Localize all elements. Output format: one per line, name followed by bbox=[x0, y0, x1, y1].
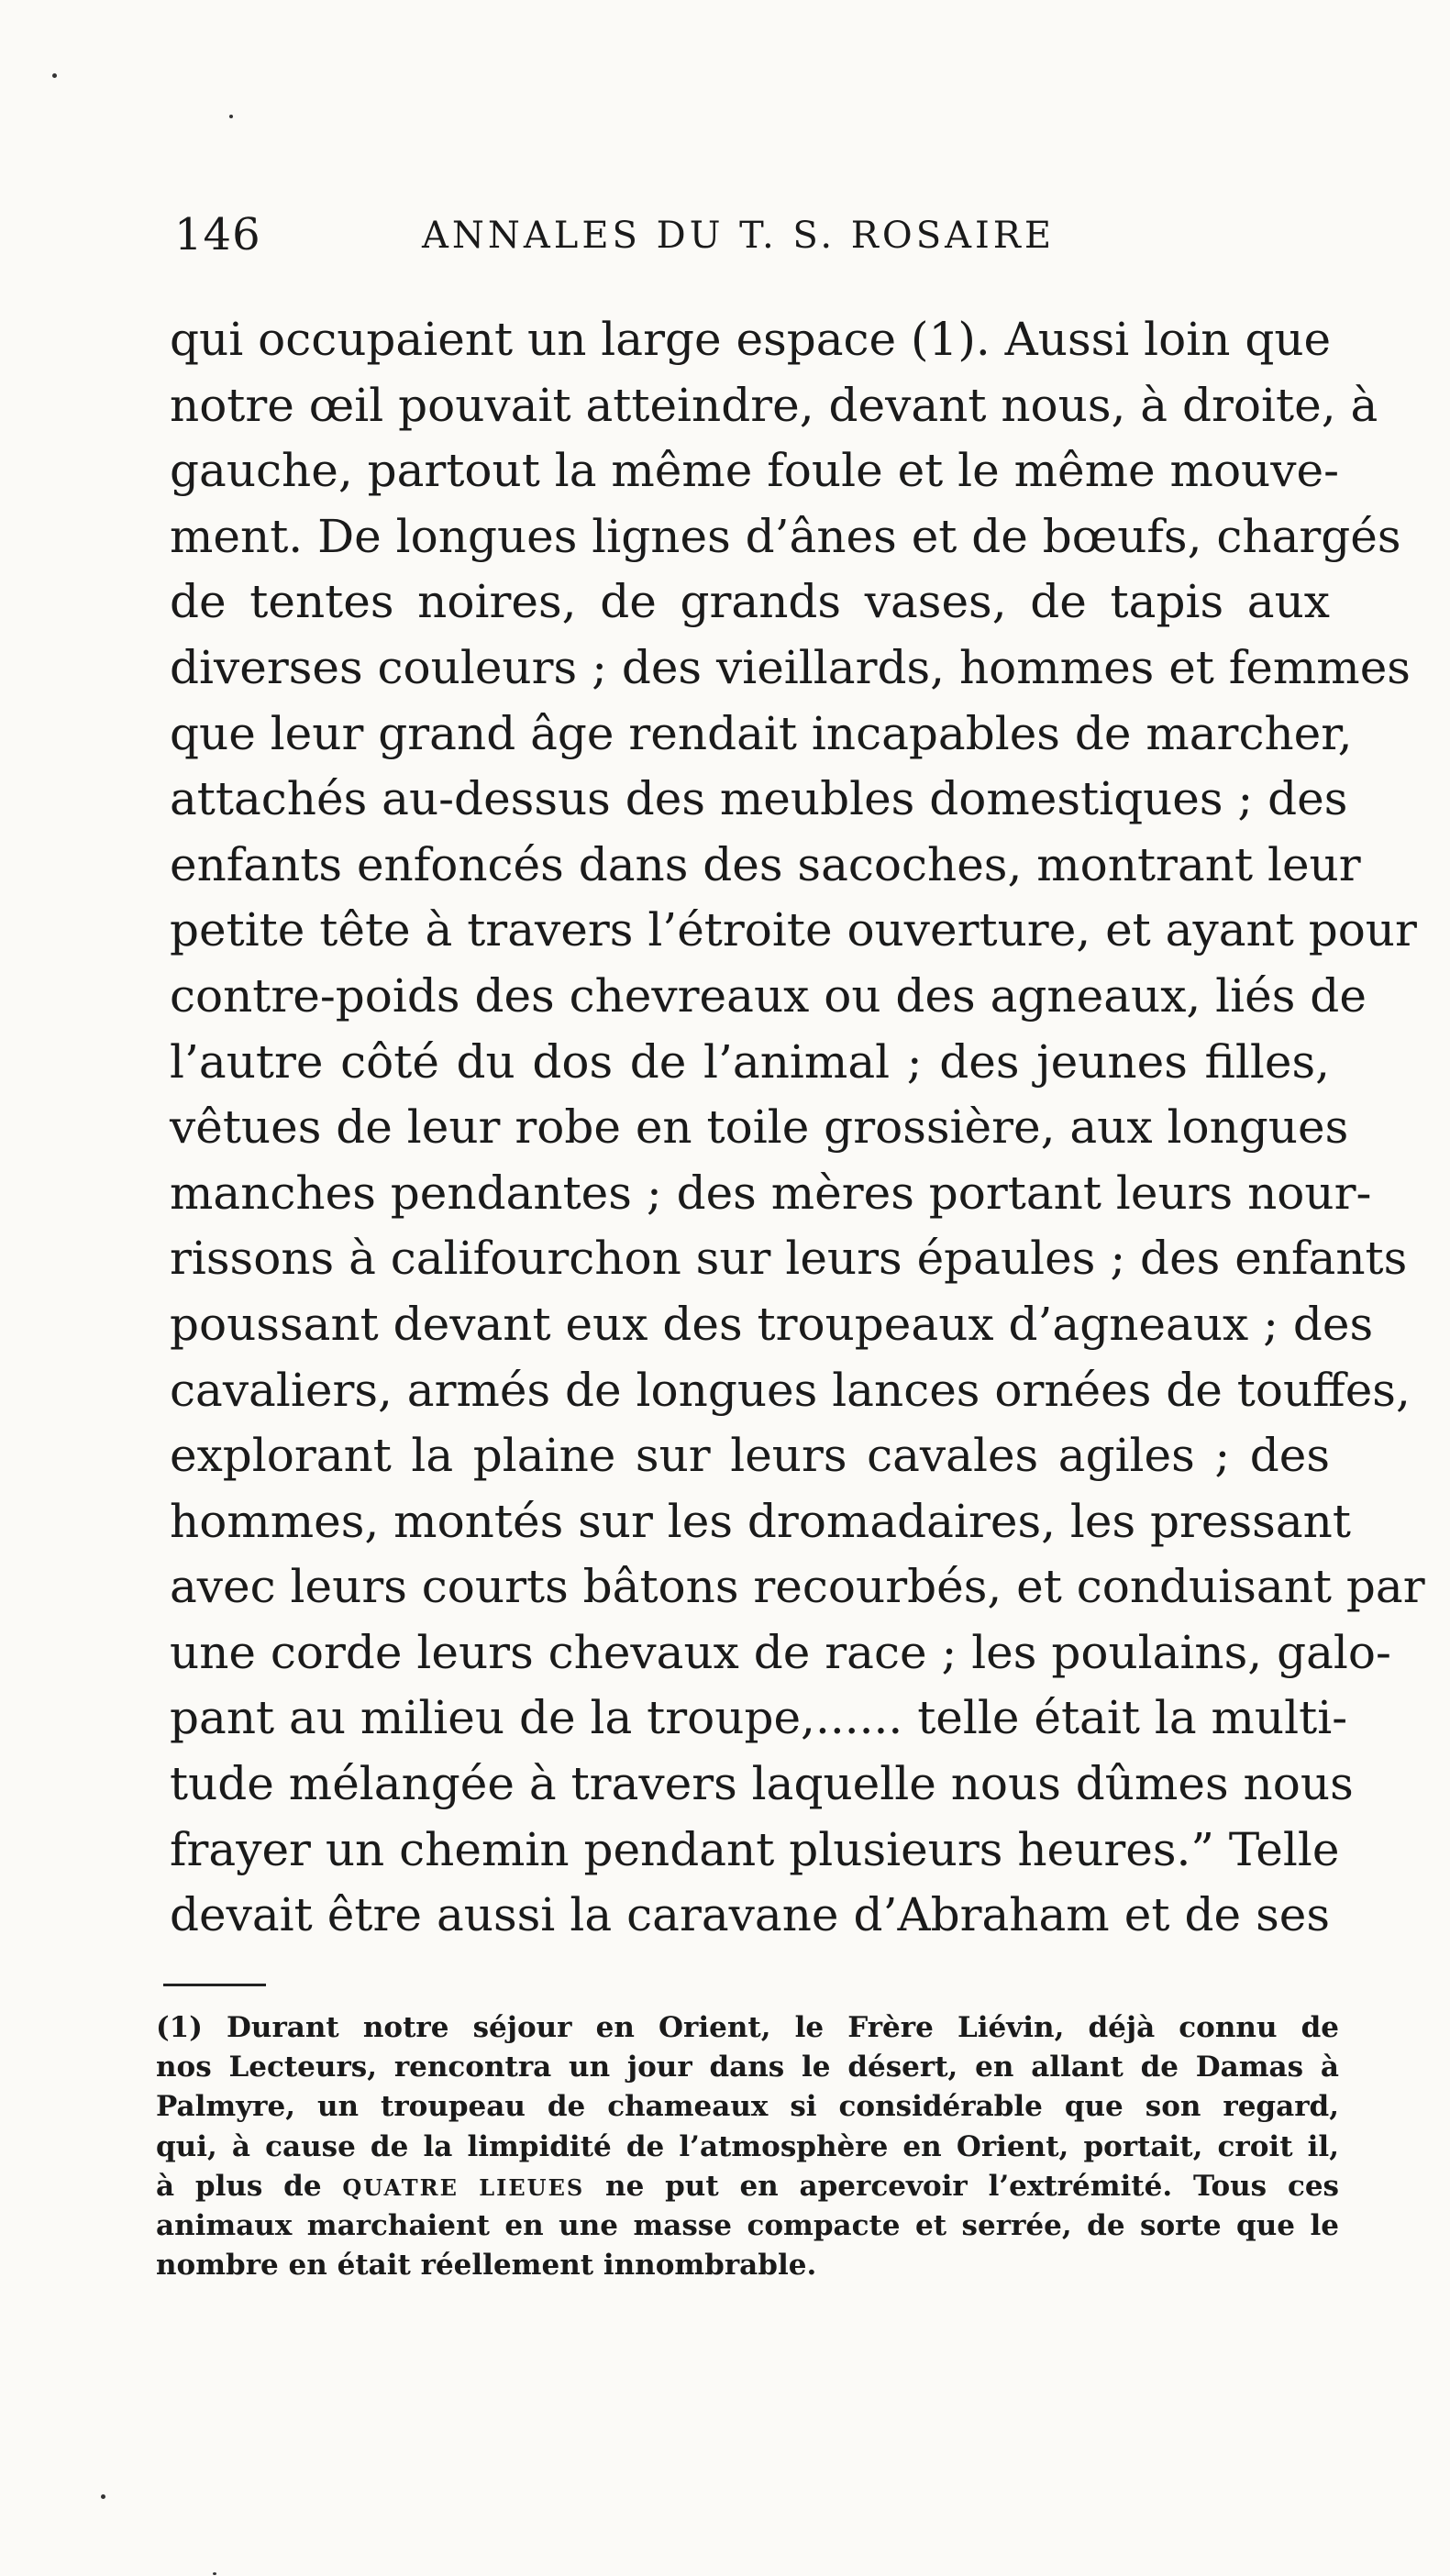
text-line: hommes, montés sur les dromadaires, les pressant bbox=[170, 1494, 1351, 1548]
text-line: manches pendantes ; des mères portant leurs nour- bbox=[170, 1166, 1372, 1220]
text-line: contre-poids des chevreaux ou des agneaux, liés de bbox=[170, 968, 1367, 1023]
footnote bbox=[156, 2008, 1339, 2285]
text-line: une corde leurs chevaux de race ; les poulains, galo- bbox=[170, 1625, 1391, 1679]
text-line: attachés au-dessus des meubles domestiques ; des bbox=[170, 772, 1348, 826]
footnote-line bbox=[156, 2167, 1339, 2206]
text-line: gauche, partout la même foule et le même mouve- bbox=[170, 444, 1339, 498]
footnote-smallcaps: QUATRE LIEUES bbox=[342, 2173, 585, 2201]
text-line: l’autre côté du dos de l’animal ; des jeunes filles, bbox=[170, 1034, 1330, 1089]
text-line: explorant la plaine sur leurs cavales agiles ; des bbox=[170, 1429, 1330, 1483]
footnote-line: animaux marchaient en une masse compacte et serrée, de sorte que le bbox=[156, 2208, 1339, 2242]
footnote-line: Palmyre, un troupeau de chameaux si considérable que son regard, bbox=[156, 2090, 1339, 2124]
text-line: petite tête à travers l’étroite ouverture, et ayant pour bbox=[170, 903, 1417, 957]
footnote-line: qui, à cause de la limpidité de l’atmosphère en Orient, portait, croit il, bbox=[156, 2129, 1339, 2163]
text-line: cavaliers, armés de longues lances ornées de touffes, bbox=[170, 1363, 1411, 1417]
text-line: qui occupaient un large espace (1). Aussi loin que bbox=[170, 313, 1332, 366]
text-line: de tentes noires, de grands vases, de tapis aux bbox=[170, 575, 1330, 629]
scan-speck bbox=[229, 115, 233, 118]
text-line: enfants enfoncés dans des sacoches, montrant leur bbox=[170, 837, 1361, 891]
scan-speck bbox=[101, 2494, 105, 2499]
footnote-text: à plus de bbox=[156, 2169, 343, 2203]
scan-speck bbox=[52, 73, 57, 78]
main-text bbox=[170, 307, 1425, 1949]
page-header bbox=[174, 209, 1344, 273]
text-line: diverses couleurs ; des vieillards, hommes et femmes bbox=[170, 640, 1411, 694]
scan-speck bbox=[213, 2572, 216, 2575]
text-line: poussant devant eux des troupeaux d’agneaux ; des bbox=[170, 1297, 1374, 1351]
footnote-line: nos Lecteurs, rencontra un jour dans le désert, en allant de Damas à bbox=[156, 2051, 1339, 2084]
text-line: tude mélangée à travers laquelle nous dûmes nous bbox=[170, 1757, 1354, 1811]
footnote-text: ne put en apercevoir l’extrémité. Tous ces bbox=[584, 2169, 1339, 2203]
footnote-line: (1) Durant notre séjour en Orient, le Frère Liévin, déjà connu de bbox=[156, 2011, 1339, 2044]
text-line: devait être aussi la caravane d’Abraham et de ses bbox=[170, 1888, 1330, 1942]
text-line: rissons à califourchon sur leurs épaules ; des enfants bbox=[170, 1232, 1408, 1286]
footnote-line: nombre en était réellement innombrable. bbox=[156, 2249, 817, 2283]
page-number: 146 bbox=[174, 209, 261, 260]
text-line: ment. De longues lignes d’ânes et de bœufs, chargés bbox=[170, 509, 1401, 563]
running-title: ANNALES DU T. S. ROSAIRE bbox=[422, 215, 1056, 257]
text-line: pant au milieu de la troupe,...... telle était la multi- bbox=[170, 1691, 1348, 1745]
footnote-divider bbox=[163, 1984, 266, 1986]
text-line: notre œil pouvait atteindre, devant nous, à droite, à bbox=[170, 378, 1378, 432]
text-line: avec leurs courts bâtons recourbés, et conduisant par bbox=[170, 1560, 1425, 1614]
text-line: frayer un chemin pendant plusieurs heures.” Telle bbox=[170, 1822, 1340, 1876]
text-line: que leur grand âge rendait incapables de marcher, bbox=[170, 706, 1353, 760]
text-line: vêtues de leur robe en toile grossière, aux longues bbox=[170, 1100, 1349, 1155]
